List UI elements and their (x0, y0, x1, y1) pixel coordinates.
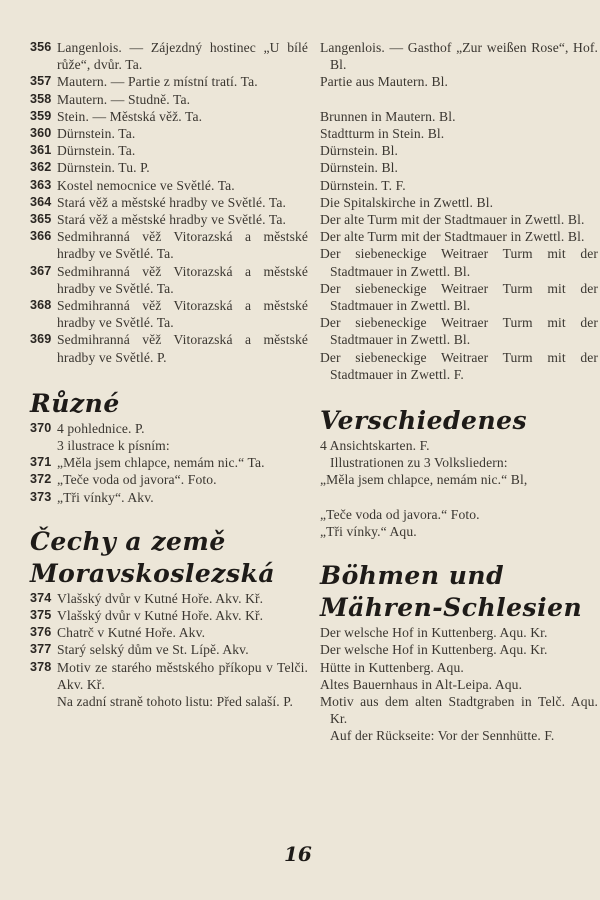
blank-line (320, 489, 598, 506)
list-item (30, 91, 308, 108)
list-item (30, 590, 308, 607)
item-text: Stará věž a městské hradby ve Světlé. Ta. (57, 212, 287, 228)
list-item (30, 39, 308, 73)
section-heading-bohmen-line1: Böhmen und (320, 561, 505, 591)
item-text: Sedmihranná věž Vitorazská a městské hradby ve Světlé. Ta. (57, 229, 308, 262)
item-text: „Teče voda od javora“. Foto. (57, 472, 217, 488)
czech-column (30, 39, 308, 710)
item-number: 369 (30, 332, 52, 347)
item-text: „Tři vínky“. Akv. (57, 489, 154, 505)
section-heading-cechy-line1: Čechy a země (30, 526, 226, 556)
list-item: Die Spitalskirche in Zwettl. Bl. (320, 194, 494, 210)
section-heading-ruzne: Různé (30, 388, 120, 418)
item-text: Stará věž a městské hradby ve Světlé. Ta. (57, 194, 287, 210)
list-item (30, 211, 308, 228)
item-number: 373 (30, 489, 52, 504)
list-item: Altes Bauernhaus in Alt-Leipa. Aqu. (320, 676, 523, 692)
item-text: Chatrč v Kutné Hoře. Akv. (57, 625, 206, 641)
list-item: „Tři vínky.“ Aqu. (320, 524, 417, 540)
german-block-bohemia (320, 624, 598, 744)
item-number: 356 (30, 40, 52, 54)
item-number: 357 (30, 74, 52, 89)
list-item: Dürnstein. T. F. (320, 177, 406, 193)
item-text: Motiv ze starého městského příkopu v Telči. Akv. Kř. (57, 659, 308, 692)
item-number: 359 (30, 108, 52, 123)
item-number: 366 (30, 229, 52, 244)
list-item: Hütte in Kuttenberg. Aqu. (320, 659, 464, 675)
czech-block-bohemia (30, 590, 308, 710)
item-number: 362 (30, 160, 52, 175)
list-item: Der alte Turm mit der Stadtmauer in Zwettl. Bl. (320, 229, 585, 245)
list-item (30, 624, 308, 641)
item-text: 4 pohlednice. P. (57, 420, 145, 436)
item-number (30, 693, 57, 710)
list-item: 4 Ansichtskarten. F. (320, 438, 430, 454)
section-heading-verschiedenes: Verschiedenes (320, 406, 528, 436)
item-number: 374 (30, 590, 52, 605)
item-number: 372 (30, 472, 52, 487)
item-text: Dürnstein. Tu. P. (57, 160, 150, 176)
list-item: Motiv aus dem alten Stadtgraben in Telč. Aqu. Kr. (320, 694, 598, 727)
item-text: Mautern. — Studně. Ta. (57, 91, 191, 107)
section-heading-bohmen-line2: Mähren-Schlesien (320, 593, 583, 623)
item-number: 361 (30, 143, 52, 158)
item-number: 364 (30, 194, 52, 209)
list-item (30, 471, 308, 488)
item-number: 360 (30, 126, 52, 141)
item-text: Vlašský dvůr v Kutné Hoře. Akv. Kř. (57, 608, 264, 624)
german-block-misc (320, 437, 598, 540)
czech-block-austria (30, 39, 308, 366)
item-number: 377 (30, 642, 52, 657)
item-text: Langenlois. — Zájezdný hostinec „U bílé růže“, dvůr. Ta. (57, 40, 308, 73)
list-item: Der siebeneckige Weitraer Turm mit der Stadtmauer in Zwettl. Bl. (320, 280, 598, 314)
item-text: Sedmihranná věž Vitorazská a městské hradby ve Světlé. Ta. (57, 298, 308, 331)
item-number: 368 (30, 298, 52, 313)
list-item (30, 125, 308, 142)
item-number: 367 (30, 263, 52, 278)
item-number: 371 (30, 455, 52, 470)
list-item (30, 263, 308, 297)
list-item: Langenlois. — Gasthof „Zur weißen Rose“, Hof. Bl. (320, 40, 598, 73)
item-number: 376 (30, 625, 52, 640)
item-text: Dürnstein. Ta. (57, 126, 136, 142)
list-item: Stadtturm in Stein. Bl. (320, 126, 445, 141)
item-number: 363 (30, 177, 52, 192)
list-item (30, 607, 308, 624)
item-text: Sedmihranná věž Vitorazská a městské hradby ve Světlé. P. (57, 332, 308, 365)
list-item (30, 659, 308, 693)
page-number: 16 (284, 842, 312, 866)
list-item: Der siebeneckige Weitraer Turm mit der Stadtmauer in Zwettl. F. (320, 349, 598, 382)
list-item (30, 297, 308, 331)
blank-line (320, 91, 598, 108)
item-text: Vlašský dvůr v Kutné Hoře. Akv. Kř. (57, 590, 264, 606)
german-block-austria (320, 39, 598, 383)
list-item (30, 454, 308, 471)
list-item: „Teče voda od javora.“ Foto. (320, 506, 480, 522)
list-item (30, 177, 308, 194)
list-item (30, 73, 308, 90)
item-text: 3 ilustrace k písním: (57, 438, 170, 454)
list-item: Dürnstein. Bl. (320, 160, 399, 176)
czech-block-misc (30, 420, 308, 506)
item-number: 375 (30, 608, 52, 623)
list-item: Illustrationen zu 3 Volksliedern: (330, 455, 508, 471)
list-item: Partie aus Mautern. Bl. (320, 74, 449, 90)
list-item (30, 159, 308, 176)
item-text: Sedmihranná věž Vitorazská a městské hradby ve Světlé. Ta. (57, 263, 308, 296)
list-item: „Měla jsem chlapce, nemám nic.“ Bl, (320, 472, 528, 488)
item-number: 365 (30, 212, 52, 227)
list-item (30, 228, 308, 262)
list-item (30, 489, 308, 506)
item-number: 378 (30, 659, 52, 674)
list-item: Der siebeneckige Weitraer Turm mit der Stadtmauer in Zwettl. Bl. (320, 246, 598, 279)
section-heading-cechy-line2: Moravskoslezská (30, 558, 276, 588)
item-number: 358 (30, 91, 52, 106)
list-item: Auf der Rückseite: Vor der Sennhütte. F. (330, 728, 555, 744)
list-item (30, 641, 308, 658)
list-item (30, 142, 308, 159)
item-text: Na zadní straně tohoto listu: Před salaší. P. (57, 694, 293, 710)
list-item (30, 693, 308, 710)
list-item (30, 420, 308, 437)
item-text: „Měla jsem chlapce, nemám nic.“ Ta. (57, 455, 265, 471)
item-text: Dürnstein. Ta. (57, 143, 136, 159)
list-item (30, 437, 308, 454)
list-item (30, 194, 308, 211)
item-number (30, 437, 57, 454)
list-item: Brunnen in Mautern. Bl. (320, 108, 456, 124)
list-item: Dürnstein. Bl. (320, 143, 399, 159)
list-item (30, 108, 308, 125)
list-item: Der welsche Hof in Kuttenberg. Aqu. Kr. (320, 642, 548, 658)
german-column (320, 39, 598, 745)
list-item: Der siebeneckige Weitraer Turm mit der Stadtmauer in Zwettl. Bl. (320, 315, 598, 348)
item-text: Starý selský dům ve St. Lípě. Akv. (57, 642, 249, 658)
list-item: Der welsche Hof in Kuttenberg. Aqu. Kr. (320, 625, 548, 641)
list-item: Der alte Turm mit der Stadtmauer in Zwettl. Bl. (320, 212, 585, 228)
item-text: Stein. — Městská věž. Ta. (57, 108, 203, 124)
item-number: 370 (30, 420, 52, 435)
item-text: Mautern. — Partie z místní tratí. Ta. (57, 74, 258, 90)
item-text: Kostel nemocnice ve Světlé. Ta. (57, 177, 235, 193)
list-item (30, 331, 308, 365)
